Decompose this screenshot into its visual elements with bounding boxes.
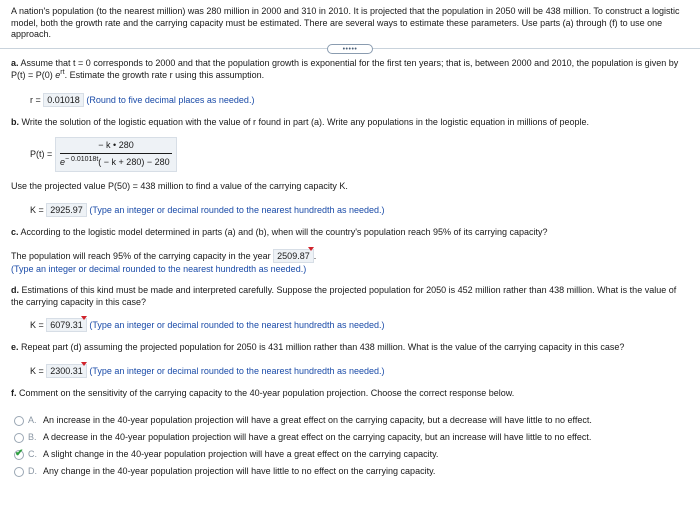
part-b-answer-field[interactable] — [55, 137, 177, 172]
incorrect-flag-icon — [81, 362, 87, 366]
part-b-k-value: 2925.97 — [50, 205, 83, 215]
part-d-hint: (Type an integer or decimal rounded to the nearest hundredth as needed.) — [89, 320, 385, 330]
option-c-letter: C. — [28, 449, 37, 459]
part-a-answer-prefix: r = — [30, 95, 41, 105]
part-e-answer-row — [30, 364, 385, 378]
part-c-label: c. — [11, 227, 19, 237]
part-a-text-1: Assume that t = 0 corresponds to 2000 and that the population growth is exponential for the first ten years; that is, between 2000 and 2010, the population is given by P(t) = P(0) — [11, 58, 679, 80]
part-f-text: Comment on the sensitivity of the carrying capacity to the 40-year population projection. Choose the correct response below. — [19, 388, 515, 398]
part-c-answer-prefix: The population will reach 95% of the carrying capacity in the year — [11, 251, 271, 261]
radio-button-icon[interactable] — [14, 416, 24, 426]
part-e-question — [11, 342, 624, 352]
part-c-answer-suffix: . — [313, 251, 317, 261]
part-d-text: Estimations of this kind must be made and interpreted carefully. Suppose the projected population for 2050 is 452 million rather than 438 million. What is the value of the carrying capacity in this case? — [11, 285, 677, 307]
part-a-answer-value: 0.01018 — [47, 95, 80, 105]
part-a-text-2: . Estimate the growth rate r using this assumption. — [64, 70, 265, 80]
part-b-lhs: P(t) = — [30, 149, 53, 159]
part-b-hint: (Type an integer or decimal rounded to the nearest hundredth as needed.) — [89, 205, 385, 215]
part-e-k-value: 2300.31 — [50, 366, 83, 376]
part-a-exponent: rt — [60, 69, 65, 76]
part-c-year-field[interactable] — [273, 249, 314, 263]
incorrect-flag-icon — [308, 247, 314, 251]
option-d[interactable] — [14, 466, 694, 478]
part-a-hint: (Round to five decimal places as needed.) — [86, 95, 255, 105]
part-a-e: e — [55, 70, 61, 80]
option-b[interactable] — [14, 432, 694, 444]
option-c-text: A slight change in the 40-year population projection will have a great effect on the carrying capacity. — [43, 449, 439, 459]
denominator-e: e — [60, 157, 66, 167]
option-a-text: An increase in the 40-year population projection will have a great effect on the carrying capacity, but a decrease will have little to no effect. — [43, 415, 592, 425]
part-a-question — [11, 57, 691, 83]
part-c-text: According to the logistic model determined in parts (a) and (b), when will the country's population reach 95% of its carrying capacity? — [20, 227, 548, 237]
part-b-k-field[interactable] — [46, 203, 87, 217]
fraction-numerator: − k • 280 — [98, 140, 134, 150]
part-a-label: a. — [11, 58, 19, 68]
part-d-k-value: 6079.31 — [50, 320, 83, 330]
part-e-label: e. — [11, 342, 19, 352]
option-d-letter: D. — [28, 466, 37, 476]
part-c-year-value: 2509.87 — [277, 251, 310, 261]
part-d-k-field[interactable] — [46, 318, 87, 332]
part-a-answer-field[interactable] — [43, 93, 84, 107]
part-d-answer-prefix: K = — [30, 320, 44, 330]
option-b-text: A decrease in the 40-year population projection will have a great effect on the carrying capacity, but an increase will have little to no effect. — [43, 432, 592, 442]
option-a-letter: A. — [28, 415, 37, 425]
problem-intro: A nation's population (to the nearest million) was 280 million in 2000 and 310 in 2010. It is projected that the population in 2050 will be 438 million. To construct a logistic model, both the growth rate and the carrying capacity must be estimated. There are several ways to estimate these parameters. Use parts (a) through (f) to use one approach. — [11, 6, 680, 39]
part-a-answer-row — [30, 93, 254, 107]
option-c[interactable] — [14, 449, 694, 461]
part-e-hint: (Type an integer or decimal rounded to the nearest hundredth as needed.) — [89, 366, 385, 376]
part-e-answer-prefix: K = — [30, 366, 44, 376]
fraction-bar — [60, 153, 172, 154]
part-d-question — [11, 284, 691, 308]
part-b-answer-row — [30, 203, 385, 217]
part-c-answer-row — [11, 249, 316, 263]
part-d-answer-row — [30, 318, 385, 332]
part-b-question — [11, 117, 589, 127]
part-b-answer-prefix: K = — [30, 205, 44, 215]
fraction-denominator — [60, 157, 170, 167]
radio-button-icon[interactable] — [14, 433, 24, 443]
show-more-button[interactable]: ••••• — [327, 44, 373, 54]
part-e-k-field[interactable] — [46, 364, 87, 378]
option-d-text: Any change in the 40-year population projection will have little to no effect on the carrying capacity. — [43, 466, 436, 476]
part-b-label: b. — [11, 117, 19, 127]
part-d-label: d. — [11, 285, 19, 295]
part-f-question — [11, 388, 514, 398]
incorrect-flag-icon — [81, 316, 87, 320]
option-b-letter: B. — [28, 432, 37, 442]
part-f-label: f. — [11, 388, 17, 398]
part-c-hint: (Type an integer or decimal rounded to the nearest hundredth as needed.) — [11, 264, 307, 274]
radio-button-icon[interactable] — [14, 467, 24, 477]
selected-check-icon: ✔ — [15, 448, 24, 459]
denominator-exponent: − 0.01018t — [65, 156, 99, 163]
part-c-question — [11, 227, 548, 237]
part-e-text: Repeat part (d) assuming the projected population for 2050 is 431 million rather than 438 million. What is the value of the carrying capacity in this case? — [21, 342, 625, 352]
denominator-rest: ( − k + 280) − 280 — [98, 157, 170, 167]
part-b-text: Write the solution of the logistic equation with the value of r found in part (a). Write any populations in the logistic equation in millions of people. — [21, 117, 590, 127]
option-a[interactable] — [14, 415, 694, 427]
part-b-followup: Use the projected value P(50) = 438 million to find a value of the carrying capacity K. — [11, 181, 348, 191]
